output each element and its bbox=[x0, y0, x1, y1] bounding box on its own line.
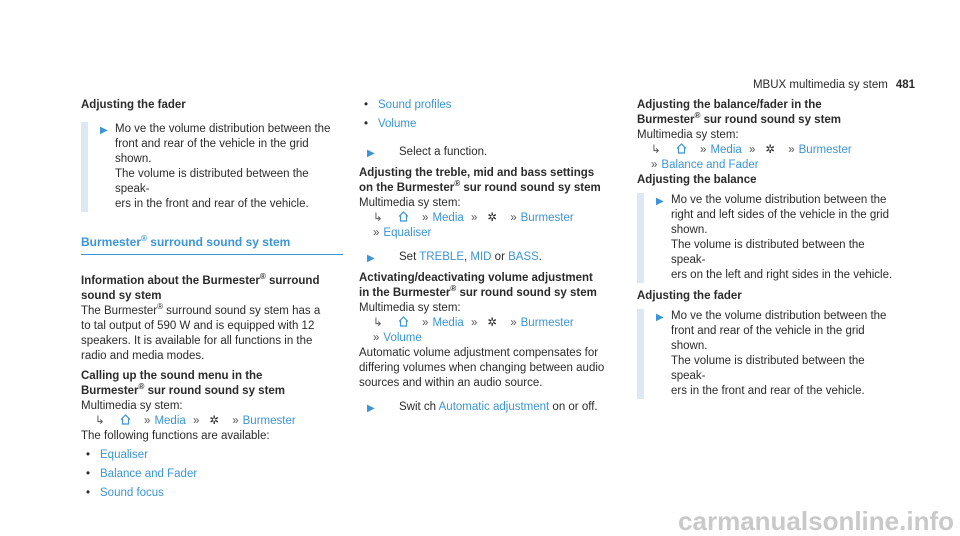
nav-path-2 bbox=[359, 331, 619, 346]
step-arrow-icon: ▶ bbox=[656, 312, 664, 323]
nav-media[interactable]: Media bbox=[432, 317, 464, 329]
nav-path bbox=[81, 414, 343, 429]
fader-heading: Adjusting the fader bbox=[81, 99, 186, 111]
nav-path bbox=[637, 143, 897, 158]
chevron-double-icon: » bbox=[651, 159, 658, 171]
nav-equaliser[interactable]: Equaliser bbox=[383, 227, 432, 239]
list-item[interactable]: • Balance and Fader bbox=[81, 467, 343, 482]
chevron-double-icon: » bbox=[192, 415, 200, 427]
step-line: Mo ve the volume distribution between the bbox=[115, 123, 331, 135]
step-line: The volume is distributed between the speak‐ bbox=[671, 239, 865, 266]
chevron-double-icon: » bbox=[144, 415, 151, 427]
step-line: The volume is distributed between the speak‐ bbox=[671, 355, 865, 382]
home-icon bbox=[676, 143, 687, 154]
automatic-adjustment-option[interactable]: Automatic adjustment bbox=[438, 401, 550, 413]
step-bar bbox=[637, 193, 644, 283]
nav-media[interactable]: Media bbox=[710, 144, 742, 156]
step-line: front and rear of the vehicle in the grid bbox=[115, 138, 309, 150]
auto-text: Automatic volume adjustment compensates for differing volumes when changing between audio sources and within an audio source. bbox=[359, 347, 605, 389]
step-line: right and left sides of the vehicle in the grid bbox=[671, 209, 889, 221]
page-number: 481 bbox=[895, 79, 915, 91]
chevron-double-icon: » bbox=[748, 144, 756, 156]
chevron-double-icon: » bbox=[470, 317, 478, 329]
treble-option[interactable]: TREBLE bbox=[419, 251, 464, 263]
activate-heading: Activating/deactivating volume adjustment in the Burmester® sur round sound sy stem bbox=[359, 272, 597, 299]
chevron-double-icon: » bbox=[510, 212, 517, 224]
page-header bbox=[753, 78, 915, 93]
return-arrow-icon: ↳ bbox=[95, 415, 105, 427]
nav-burmester[interactable]: Burmester bbox=[798, 144, 852, 156]
watermark: carmanualsonline.info bbox=[678, 506, 954, 536]
balance-step bbox=[637, 193, 897, 283]
step-bar bbox=[81, 122, 88, 212]
ms-label: Multimedia sy stem: bbox=[359, 302, 461, 314]
settings-icon: ✲ bbox=[209, 415, 220, 427]
nav-media[interactable]: Media bbox=[154, 415, 186, 427]
list-item[interactable]: • Sound profiles bbox=[359, 98, 619, 113]
step-arrow-icon: ▶ bbox=[367, 253, 375, 264]
chevron-double-icon: » bbox=[373, 227, 380, 239]
home-icon bbox=[398, 316, 409, 327]
list-item[interactable]: • Sound focus bbox=[81, 486, 343, 501]
chevron-double-icon: » bbox=[510, 317, 517, 329]
settings-icon: ✲ bbox=[487, 317, 498, 329]
column-2 bbox=[359, 98, 619, 416]
header-title: MBUX multimedia sy stem bbox=[752, 79, 888, 91]
nav-volume[interactable]: Volume bbox=[383, 332, 422, 344]
step-arrow-icon: ▶ bbox=[100, 125, 108, 136]
list-item[interactable]: • Equaliser bbox=[81, 448, 343, 463]
ms-label: Multimedia sy stem: bbox=[359, 197, 461, 209]
nav-balance[interactable]: Balance and Fader bbox=[661, 159, 759, 171]
step-line: Mo ve the volume distribution between the bbox=[671, 310, 887, 322]
mid-option[interactable]: MID bbox=[470, 251, 492, 263]
nav-burmester[interactable]: Burmester bbox=[520, 317, 574, 329]
nav-burmester[interactable]: Burmester bbox=[242, 415, 296, 427]
column-1 bbox=[81, 98, 343, 505]
fader-step bbox=[81, 122, 343, 212]
fader-step bbox=[637, 309, 897, 399]
nav-burmester[interactable]: Burmester bbox=[520, 212, 574, 224]
treble-heading: Adjusting the treble, mid and bass settings on the Burmester® sur round sound sy stem bbox=[359, 167, 601, 194]
list-item[interactable]: • Volume bbox=[359, 117, 619, 132]
ms-label: Multimedia sy stem: bbox=[81, 400, 183, 412]
nav-media[interactable]: Media bbox=[432, 212, 464, 224]
nav-path-2 bbox=[359, 226, 619, 241]
step-arrow-icon: ▶ bbox=[367, 148, 375, 159]
step-line: Mo ve the volume distribution between the bbox=[671, 194, 887, 206]
chevron-double-icon: » bbox=[470, 212, 478, 224]
step-bar bbox=[637, 309, 644, 399]
return-arrow-icon: ↳ bbox=[373, 317, 383, 329]
step-line: shown. bbox=[671, 340, 708, 352]
bass-option[interactable]: BASS bbox=[508, 251, 539, 263]
balance-heading: Adjusting the balance bbox=[637, 174, 757, 186]
nav-path-2 bbox=[637, 158, 897, 173]
ms-label: Multimedia sy stem: bbox=[637, 129, 739, 141]
column-3 bbox=[637, 98, 897, 400]
balance-fader-heading: Adjusting the balance/fader in the Burmester® sur round sound sy stem bbox=[637, 99, 842, 126]
switch-step: ▶ Swit ch Automatic adjustment on or off. bbox=[367, 401, 598, 414]
step-line: ers in the front and rear of the vehicle. bbox=[115, 198, 309, 210]
step-line: shown. bbox=[115, 153, 152, 165]
settings-icon: ✲ bbox=[765, 144, 776, 156]
info-heading: Information about the Burmester® surround sound sy stem bbox=[81, 272, 320, 302]
settings-icon: ✲ bbox=[487, 212, 498, 224]
select-step: ▶ Select a function. bbox=[367, 146, 488, 159]
step-arrow-icon: ▶ bbox=[656, 196, 664, 207]
section-title: Burmester® surround sound sy stem bbox=[81, 235, 343, 255]
nav-path bbox=[359, 211, 619, 226]
call-heading: Calling up the sound menu in the Burmester® sur round sound sy stem bbox=[81, 370, 286, 397]
chevron-double-icon: » bbox=[232, 415, 239, 427]
fader-heading: Adjusting the fader bbox=[637, 290, 742, 302]
chevron-double-icon: » bbox=[422, 317, 429, 329]
chevron-double-icon: » bbox=[422, 212, 429, 224]
set-step: ▶ Set TREBLE, MID or BASS. bbox=[367, 251, 542, 264]
step-line: The volume is distributed between the speak‐ bbox=[115, 168, 309, 195]
step-arrow-icon: ▶ bbox=[367, 403, 375, 414]
chevron-double-icon: » bbox=[788, 144, 795, 156]
step-line: ers on the left and right sides in the vehicle. bbox=[671, 269, 893, 281]
step-line: shown. bbox=[671, 224, 708, 236]
chevron-double-icon: » bbox=[373, 332, 380, 344]
return-arrow-icon: ↳ bbox=[651, 144, 661, 156]
functions-intro: The following functions are available: bbox=[81, 430, 270, 442]
home-icon bbox=[398, 211, 409, 222]
step-line: ers in the front and rear of the vehicle. bbox=[671, 385, 865, 397]
home-icon bbox=[120, 414, 131, 425]
chevron-double-icon: » bbox=[700, 144, 707, 156]
return-arrow-icon: ↳ bbox=[373, 212, 383, 224]
info-text: The Burmester® surround sound sy stem has a to tal output of 590 W and is equipped with 12 speakers. It is available for all functions in the radio and media modes. bbox=[81, 302, 321, 362]
nav-path bbox=[359, 316, 619, 331]
step-line: front and rear of the vehicle in the grid bbox=[671, 325, 865, 337]
